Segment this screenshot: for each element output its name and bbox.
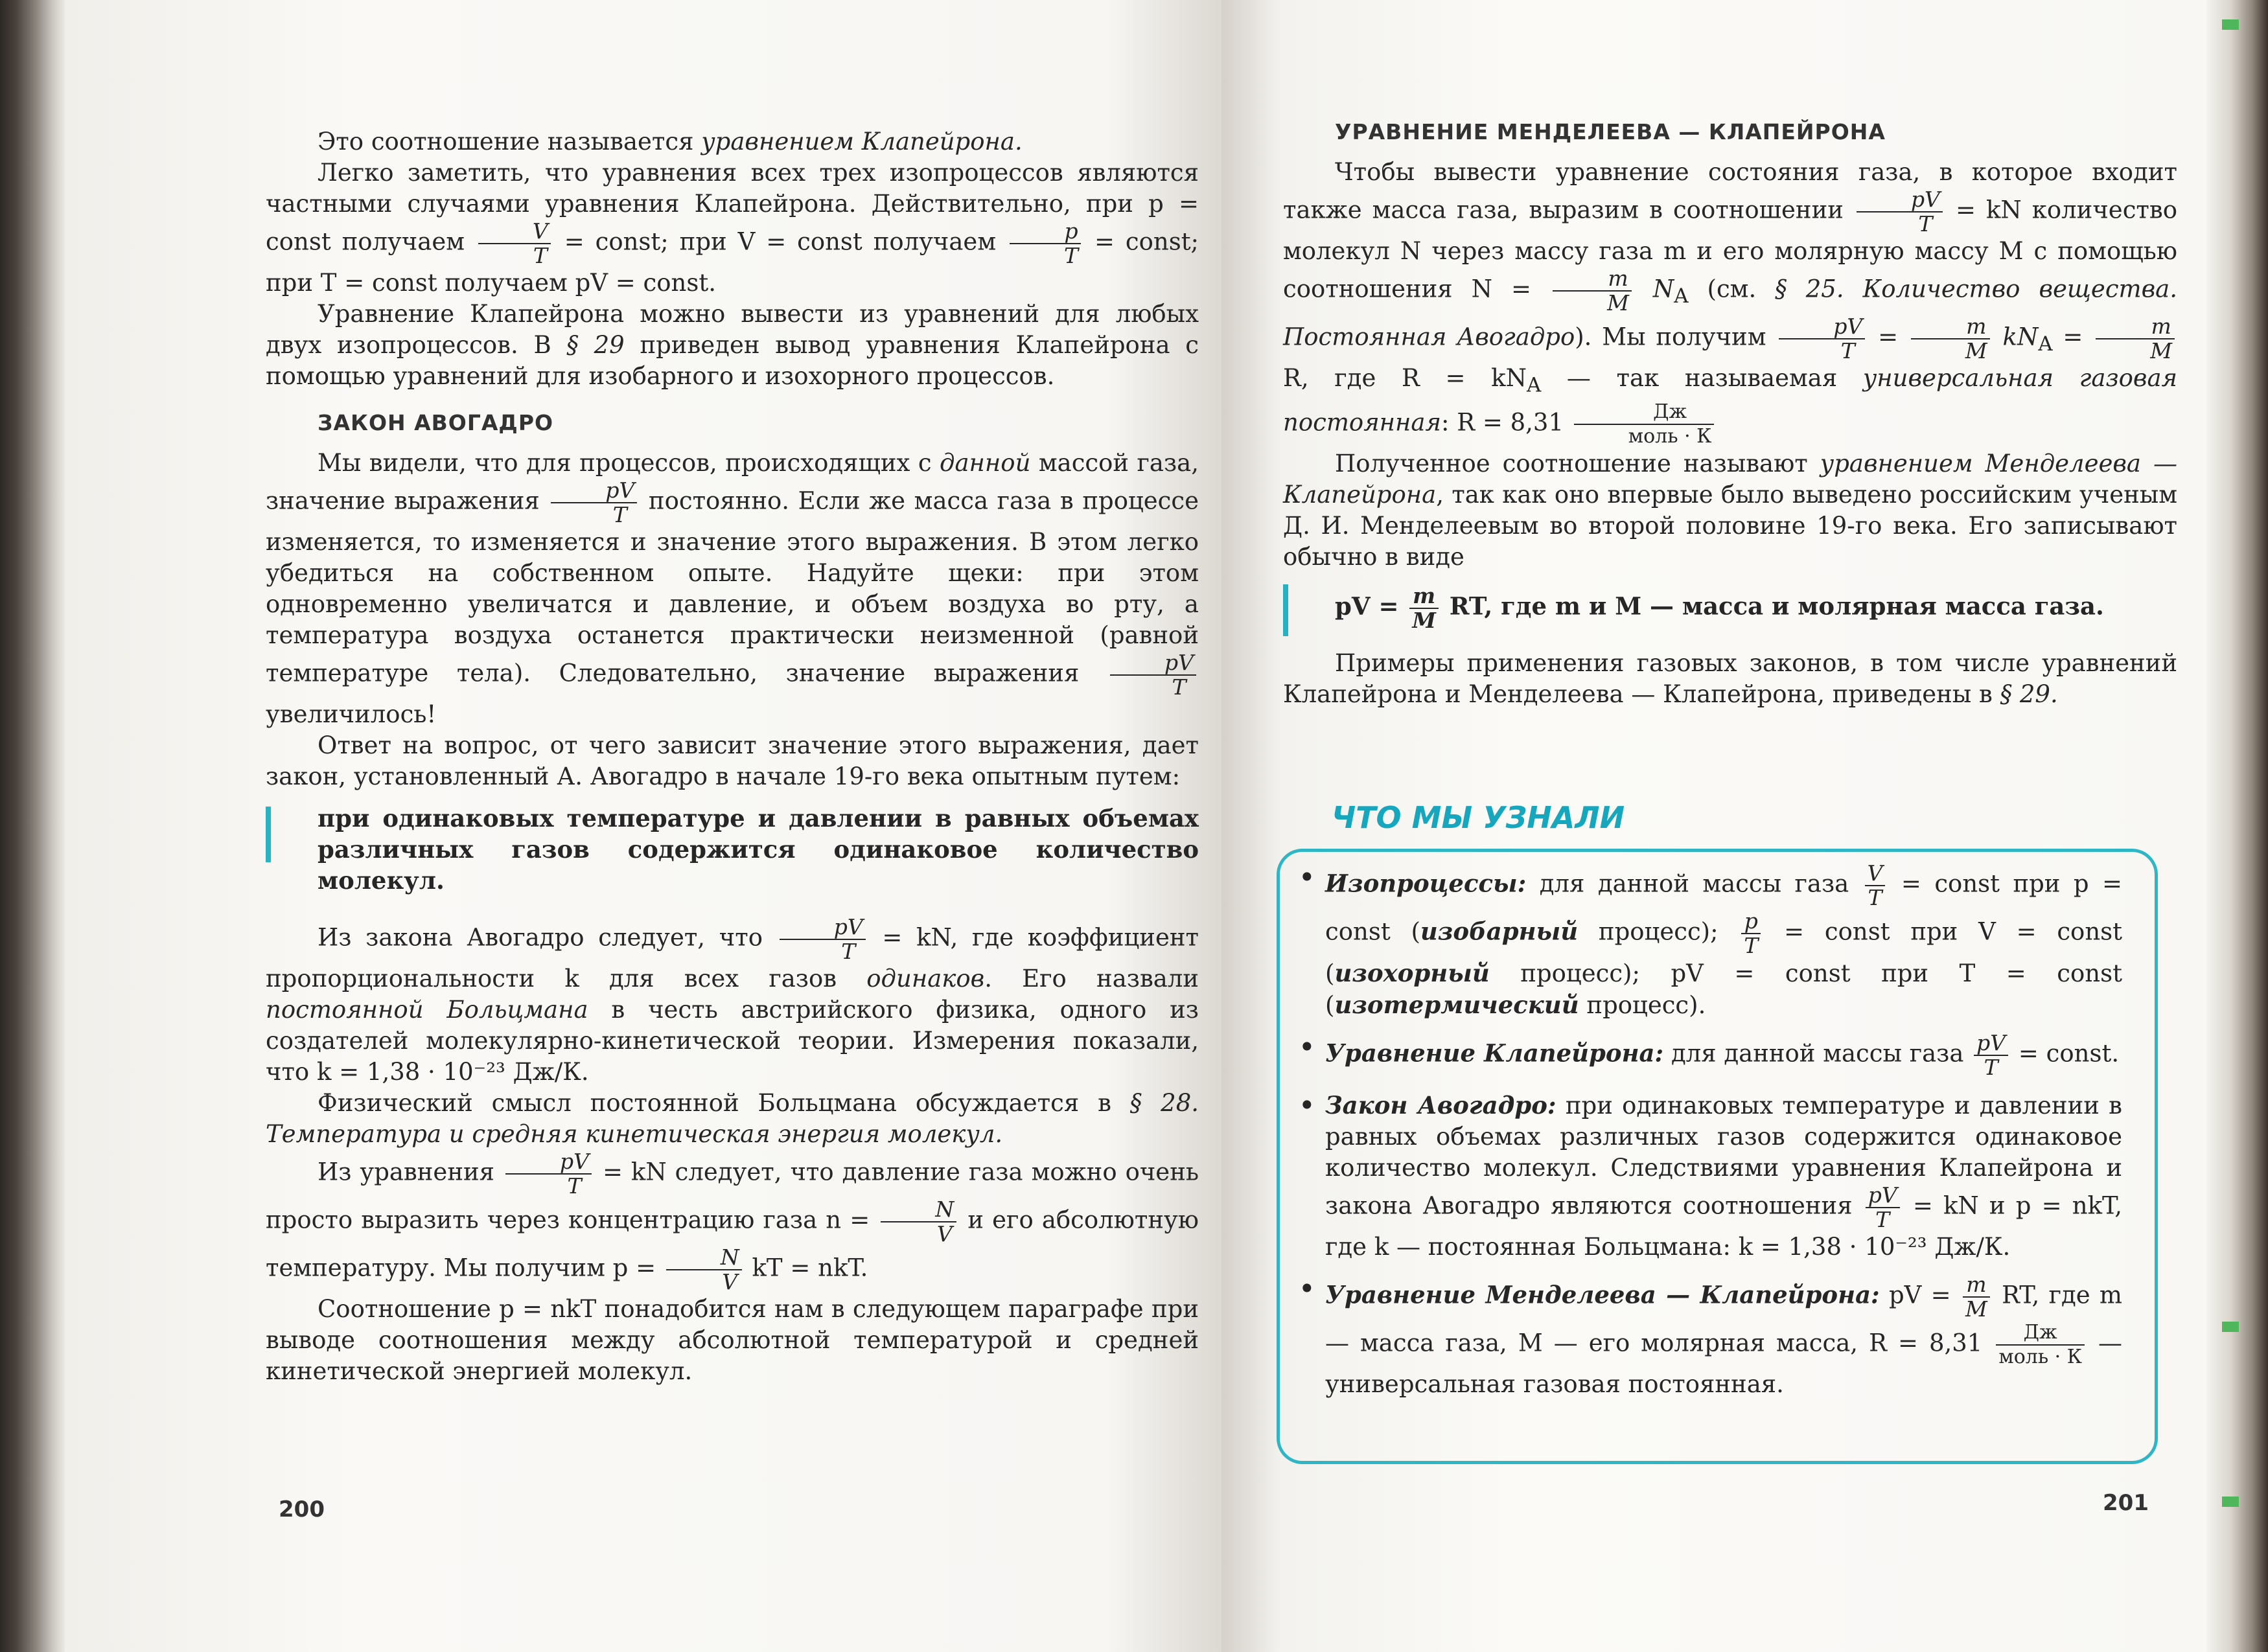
fraction-v-over-t: $\frac{V}{T}$: [1865, 862, 1886, 910]
summary-item: • Закон Авогадро: при одинаковых температуре и давлении в равных объемах различных газов содержится одинаковое количество молекул. Следствиями уравнения Клапейрона и закона Авогадро являются соотношения $\frac{pV}{T}$ = kN и p = nkT, где k — постоянная Больцмана: k = 1,38 · 10⁻²³ Дж/К.: [1299, 1090, 2122, 1263]
page-tab-marker: [2222, 1497, 2239, 1507]
paragraph: Уравнение Клапейрона можно вывести из уравнений для любых двух изопроцессов. В § 29 приведен вывод уравнения Клапейрона с помощью уравнений для изобарного и изохорного процессов.: [266, 300, 1199, 390]
section-heading-mendeleev: УРАВНЕНИЕ МЕНДЕЛЕЕВА — КЛАПЕЙРОНА: [1335, 119, 1886, 144]
summary-title: ЧТО МЫ УЗНАЛИ: [1332, 800, 1625, 835]
fraction-m-over-m: $\frac{m}{M}$: [1409, 584, 1439, 632]
left-page: [65, 0, 1221, 1652]
fraction-units-j-per-mol-k: Дж моль · К: [1574, 400, 1715, 448]
paragraph: Легко заметить, что уравнения всех трех изопроцессов являются частными случаями уравнения Клапейрона. Действительно, при p = const получаем $\frac{V}{T}$ = const; при V = const получаем $\frac{p}{T}$ = const; при T = const получаем pV = const.: [266, 159, 1199, 297]
page-tab-marker: [2222, 1322, 2239, 1332]
summary-item: • Уравнение Клапейрона: для данной массы газа $\frac{pV}{T}$ = const.: [1299, 1031, 2122, 1079]
fraction-m-over-m: $\frac{m}{M}$: [1911, 315, 1990, 363]
fraction-m-over-m: $\frac{m}{M}$: [1553, 267, 1632, 315]
law-highlight: [266, 803, 1199, 896]
paragraph: Из уравнения $\frac{pV}{T}$ = kN следует, что давление газа можно очень просто выразить через концентрацию газа n = $\frac{N}{V}$ и его абсолютную температуру. Мы получим p = $\frac{N}{V}$ kT = nkT.: [266, 1149, 1199, 1294]
fraction-v-over-t: $\frac{V}{T}$: [478, 220, 551, 268]
fraction-m-over-m: $\frac{m}{M}$: [2096, 315, 2175, 363]
paragraph: Примеры применения газовых законов, в том числе уравнений Клапейрона и Менделеева — Клапейрона, приведены в § 29.: [1283, 649, 2177, 709]
fraction-n-over-v: $\frac{N}{V}$: [881, 1198, 956, 1246]
fraction-pv-over-t: $\frac{pV}{T}$: [505, 1150, 592, 1198]
paragraph: Чтобы вывести уравнение состояния газа, в которое входит также масса газа, выразим в соотношении $\frac{pV}{T}$ = kN количество молекул N через массу газа m и его молярную массу M с помощью соотношения N = $\frac{m}{M}$ $N_A$ (см. § 25. Количество вещества. Постоянная Авогадро). Мы получим $\frac{pV}{T}$ = $\frac{m}{M}$ $kN_A$ = $\frac{m}{M}$ R, где $R = kN_A$ — так называемая универсальная газовая постоянная: R = 8,31 Дж моль · К: [1283, 158, 2178, 448]
fraction-p-over-t: $\frac{p}{T}$: [1741, 910, 1761, 958]
section-heading-avogadro: ЗАКОН АВОГАДРО: [318, 410, 554, 435]
page-tab-marker: [2222, 19, 2239, 30]
paragraph: Полученное соотношение называют уравнением Менделеева — Клапейрона, так как оно впервые было выведено российским ученым Д. И. Менделеевым во второй половине 19-го века. Его записывают обычно в виде: [1283, 450, 2177, 571]
highlight-bar: [266, 807, 271, 862]
paragraph: Это соотношение называется уравнением Клапейрона.: [318, 128, 1023, 155]
paragraph: Из закона Авогадро следует, что $\frac{pV}{T}$ = kN, где коэффициент пропорциональности k для всех газов одинаков. Его назвали постоянной Больцмана в честь австрийского физика, одного из создателей молекулярно-кинетической теории. Измерения показали, что k = 1,38 · 10⁻²³ Дж/К.: [266, 914, 1199, 1086]
summary-item: • Уравнение Менделеева — Клапейрона: pV = $\frac{m}{M}$ RT, где m — масса газа, M — его молярная масса, R = 8,31 Дж моль · К — универсальная газовая постоянная.: [1299, 1273, 2122, 1400]
right-page: [1221, 0, 2206, 1652]
fraction-pv-over-t: $\frac{pV}{T}$: [1857, 188, 1943, 236]
fraction-pv-over-t: $\frac{pV}{T}$: [551, 479, 637, 527]
summary-item: • Изопроцессы: для данной массы газа $\frac{V}{T}$ = const при p = const (изобарный процесс); $\frac{p}{T}$ = const при V = const (изохорный процесс); pV = const при T = const (изотермический процесс).: [1299, 862, 2122, 1021]
fraction-pv-over-t: $\frac{pV}{T}$: [1974, 1031, 2008, 1079]
summary-list: [1299, 862, 2122, 1410]
paragraph: Соотношение p = nkT понадобится нам в следующем параграфе при выводе соотношения между абсолютной температурой и средней кинетической энергией молекул.: [266, 1295, 1199, 1385]
mendeleev-equation: pV = $\frac{m}{M}$ RT, где m и M — масса и молярная масса газа.: [1335, 583, 2104, 634]
right-page-text: [1283, 117, 2177, 710]
fraction-p-over-t: $\frac{p}{T}$: [1010, 220, 1081, 268]
left-page-text: [266, 126, 1199, 1387]
paragraph: Мы видели, что для процессов, происходящих с данной массой газа, значение выражения $\frac{pV}{T}$ постоянно. Если же масса газа в процессе изменяется, то изменяется и значение этого выражения. В этом легко убедиться на собственном опыте. Надуйте щеки: при этом одновременно увеличатся и давление, и объем воздуха во рту, а температура воздуха останется практически неизменной (равной температуре тела). Следовательно, значение выражения $\frac{pV}{T}$ увеличилось!: [266, 449, 1199, 728]
fraction-n-over-v: $\frac{N}{V}$: [666, 1246, 742, 1294]
paragraph: Физический смысл постоянной Больцмана обсуждается в § 28. Температура и средняя кинетическая энергия молекул.: [266, 1089, 1199, 1148]
fraction-pv-over-t: $\frac{pV}{T}$: [1110, 651, 1196, 699]
book-spine-edge-left: [0, 0, 65, 1652]
book-pages-edge-right: [2206, 0, 2268, 1652]
fraction-pv-over-t: $\frac{pV}{T}$: [1866, 1184, 1900, 1232]
fraction-pv-over-t: $\frac{pV}{T}$: [1779, 315, 1865, 363]
fraction-pv-over-t: $\frac{pV}{T}$: [780, 915, 866, 963]
page-number: 201: [2103, 1490, 2149, 1516]
fraction-units-j-per-mol-k: Дж моль · К: [1996, 1321, 2085, 1369]
equation-highlight: [1283, 584, 2177, 632]
fraction-m-over-m: $\frac{m}{M}$: [1963, 1273, 1990, 1321]
page-number: 200: [279, 1497, 325, 1522]
highlight-bar: [1283, 584, 1288, 636]
law-avogadro-text: при одинаковых температуре и давлении в равных объемах различных газов содержится одинаковое количество молекул.: [318, 804, 1199, 895]
paragraph: Ответ на вопрос, от чего зависит значение этого выражения, дает закон, установленный А. Авогадро в начале 19-го века опытным путем:: [266, 731, 1199, 790]
